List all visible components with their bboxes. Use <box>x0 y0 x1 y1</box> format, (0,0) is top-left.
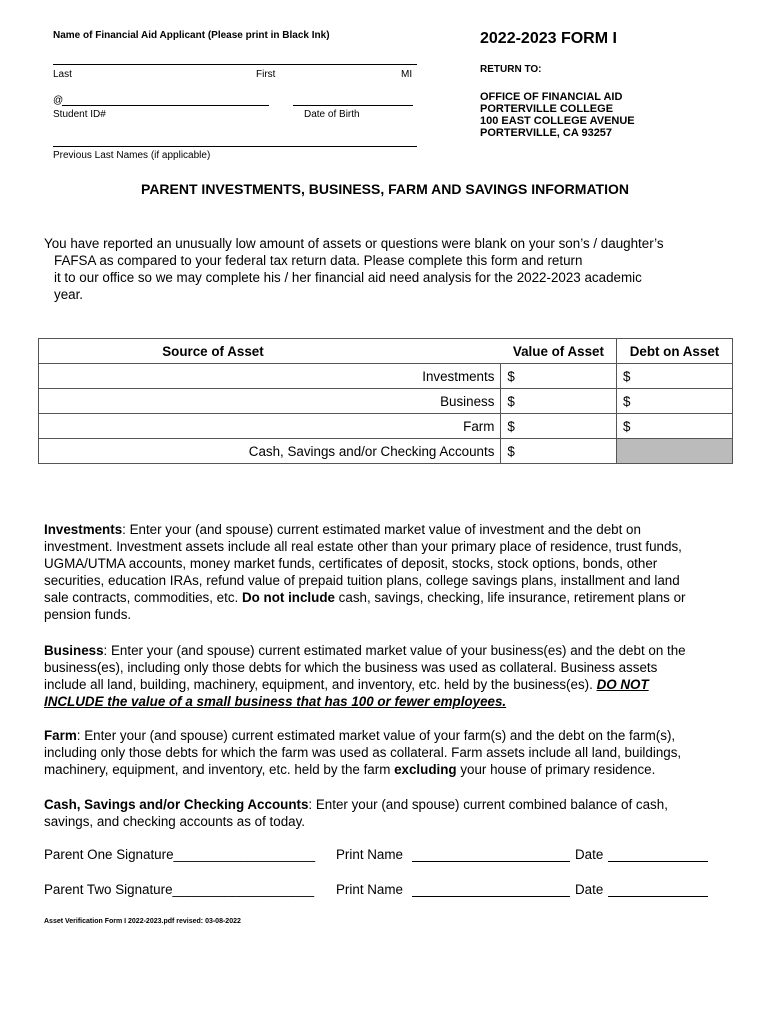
farm-paragraph <box>44 727 734 778</box>
business-term: Business <box>44 643 104 658</box>
value-cell[interactable]: $ <box>501 364 617 389</box>
mi-label: MI <box>401 69 413 80</box>
para-text: : Enter your (and spouse) current combined balance of cash, <box>308 797 668 812</box>
date-label: Date <box>575 847 604 862</box>
debt-cell-shaded <box>616 439 732 464</box>
applicant-name-label: Name of Financial Aid Applicant (Please print in Black Ink) <box>53 30 330 41</box>
date-label: Date <box>575 882 604 897</box>
para-line: savings, and checking accounts as of today. <box>44 814 306 829</box>
date-of-birth-label: Date of Birth <box>304 109 360 120</box>
para-line <box>44 642 734 659</box>
intro-line: year. <box>54 287 84 302</box>
applicant-name-line[interactable] <box>53 64 417 65</box>
last-label: Last <box>53 69 72 80</box>
row-label: Cash, Savings and/or Checking Accounts <box>39 439 501 464</box>
para-emphasis: INCLUDE the value of a small business that has 100 or fewer employees. <box>44 694 507 709</box>
date-of-birth-line[interactable] <box>293 105 413 106</box>
debt-cell[interactable]: $ <box>616 389 732 414</box>
row-label: Farm <box>39 414 501 439</box>
para-line <box>44 727 734 744</box>
para-line <box>44 521 734 538</box>
page-title: PARENT INVESTMENTS, BUSINESS, FARM AND SAVINGS INFORMATION <box>141 181 629 197</box>
para-text: cash, savings, checking, life insurance, retirement plans or <box>334 590 686 605</box>
student-id-line[interactable] <box>62 105 269 106</box>
column-header-value: Value of Asset <box>501 339 617 364</box>
para-line: securities, education IRAs, refund value of prepaid tuition plans, college savings plans, installment and land <box>44 573 680 588</box>
para-text: machinery, equipment, and inventory, etc. held by the farm <box>44 762 395 777</box>
table-row <box>39 364 733 389</box>
table-header-row <box>39 339 733 364</box>
cash-term: Cash, Savings and/or Checking Accounts <box>44 797 309 812</box>
cash-paragraph <box>44 796 734 830</box>
previous-names-line[interactable] <box>53 146 417 147</box>
office-line: OFFICE OF FINANCIAL AID <box>480 91 623 103</box>
footer-text: Asset Verification Form I 2022-2023.pdf revised: 03-08-2022 <box>44 918 241 925</box>
investments-paragraph <box>44 521 734 623</box>
date-line[interactable] <box>608 896 708 897</box>
asset-table <box>38 338 733 464</box>
print-name-line[interactable] <box>412 861 570 862</box>
office-line: PORTERVILLE COLLEGE <box>480 103 614 115</box>
para-text: include all land, building, machinery, equipment, and inventory, etc. held by the business(es). <box>44 677 597 692</box>
para-text: : Enter your (and spouse) current estimated market value of your business(es) and the debt on the <box>103 643 686 658</box>
column-header-debt: Debt on Asset <box>616 339 732 364</box>
para-line: UGMA/UTMA accounts, money market funds, certificates of deposit, stocks, stock options, bonds, other <box>44 556 658 571</box>
para-emphasis: DO NOT <box>596 677 649 692</box>
para-line <box>44 761 734 778</box>
para-bold: excluding <box>394 762 457 777</box>
para-bold: Do not include <box>241 590 335 605</box>
first-label: First <box>256 69 276 80</box>
table-row <box>39 439 733 464</box>
business-paragraph <box>44 642 734 710</box>
print-name-label: Print Name <box>336 882 403 897</box>
para-line: pension funds. <box>44 607 132 622</box>
para-line <box>44 589 734 606</box>
value-cell[interactable]: $ <box>501 439 617 464</box>
at-sign: @ <box>53 95 64 106</box>
para-text: your house of primary residence. <box>456 762 656 777</box>
print-name-line[interactable] <box>412 896 570 897</box>
para-line: business(es), including only those debts for which the business was used as collateral. Business assets <box>44 660 658 675</box>
intro-line: it to our office so we may complete his / her financial aid need analysis for the 2022-2023 academic <box>54 270 642 285</box>
parent-one-signature[interactable]: Parent One Signature___________________ <box>44 847 316 862</box>
office-line: PORTERVILLE, CA 93257 <box>480 127 613 139</box>
date-line[interactable] <box>608 861 708 862</box>
return-to-label: RETURN TO: <box>480 64 542 75</box>
para-line: investment. Investment assets include all real estate other than your primary place of residence, trust funds, <box>44 539 682 554</box>
para-text: sale contracts, commodities, etc. <box>44 590 242 605</box>
debt-cell[interactable]: $ <box>616 414 732 439</box>
form-title: 2022-2023 FORM I <box>480 30 617 47</box>
table-row <box>39 389 733 414</box>
intro-line: You have reported an unusually low amount of assets or questions were blank on your son’s / daughter’s <box>44 236 664 251</box>
intro-line: FAFSA as compared to your federal tax return data. Please complete this form and return <box>54 253 583 268</box>
student-id-label: Student ID# <box>53 109 106 120</box>
table-row <box>39 414 733 439</box>
parent-two-signature[interactable]: Parent Two Signature___________________ <box>44 882 315 897</box>
row-label: Business <box>39 389 501 414</box>
para-line: including only those debts for which the farm was used as collateral. Farm assets include all land, buildings, <box>44 745 682 760</box>
print-name-label: Print Name <box>336 847 403 862</box>
farm-term: Farm <box>44 728 77 743</box>
para-line <box>44 796 734 813</box>
debt-cell[interactable]: $ <box>616 364 732 389</box>
column-header-source: Source of Asset <box>39 339 501 364</box>
previous-names-label: Previous Last Names (if applicable) <box>53 150 211 161</box>
value-cell[interactable]: $ <box>501 389 617 414</box>
para-text: : Enter your (and spouse) current estimated market value of investment and the debt on <box>122 522 641 537</box>
office-line: 100 EAST COLLEGE AVENUE <box>480 115 635 127</box>
value-cell[interactable]: $ <box>501 414 617 439</box>
investments-term: Investments <box>44 522 123 537</box>
para-line <box>44 693 734 710</box>
row-label: Investments <box>39 364 501 389</box>
para-line <box>44 676 734 693</box>
para-text: : Enter your (and spouse) current estimated market value of your farm(s) and the debt on the farm(s), <box>76 728 676 743</box>
office-address <box>480 91 635 139</box>
